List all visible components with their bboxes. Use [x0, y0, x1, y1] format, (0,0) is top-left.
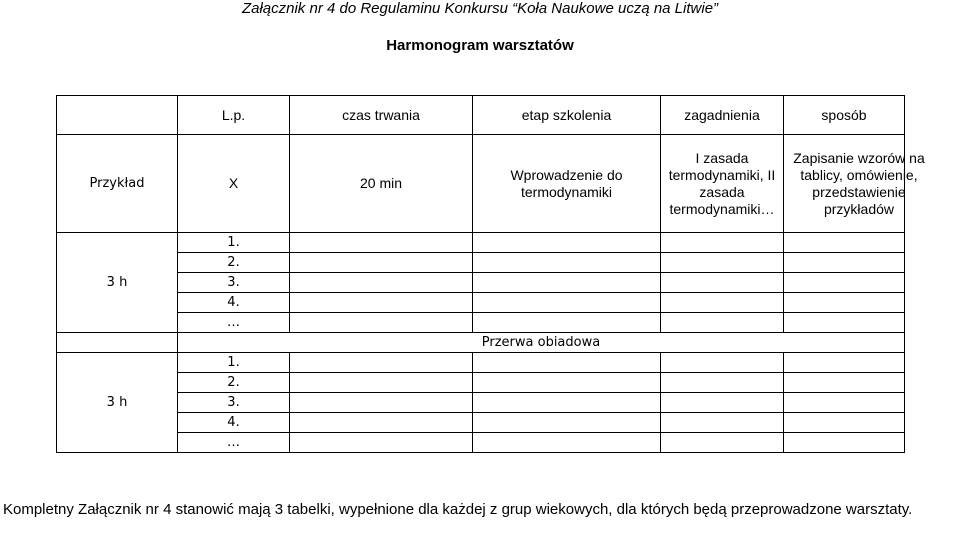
table-row: [57, 413, 905, 433]
table-row: [57, 353, 905, 373]
col-header-lp: L.p.: [178, 96, 290, 135]
example-stage-text: Wprowadzenie do termodynamiki: [510, 166, 623, 200]
example-duration: 20 min: [290, 135, 473, 233]
col-header-duration: czas trwania: [290, 96, 473, 135]
example-label: Przykład: [57, 135, 178, 233]
footer-note: Kompletny Załącznik nr 4 stanowić mają 3 tabelki, wypełnione dla każdej z grup wiekowych, dla których będą przeprowadzone warsztaty.: [3, 501, 913, 518]
example-topics-text: I zasada termodynamiki, II zasada termodynamiki…: [668, 149, 776, 217]
example-topics: [661, 135, 784, 233]
example-row: [57, 135, 905, 233]
block2-row-number: 4.: [178, 413, 290, 433]
schedule-table: [56, 95, 925, 453]
block2-row-number: 2.: [178, 373, 290, 393]
block1-row-number: 2.: [178, 253, 290, 273]
example-method: [784, 135, 925, 233]
block2-duration-label: 3 h: [57, 353, 178, 453]
col-header-method: sposób: [784, 96, 905, 135]
lunch-break-label: Przerwa obiadowa: [178, 333, 905, 353]
block2-row-number: …: [178, 433, 290, 453]
example-stage: [473, 135, 661, 233]
table-row: [57, 253, 905, 273]
block1-duration-label: 3 h: [57, 233, 178, 333]
block1-row-number: 4.: [178, 293, 290, 313]
table-row: [57, 273, 905, 293]
table-row: [57, 233, 905, 253]
table-row: [57, 393, 905, 413]
block2-row-number: 1.: [178, 353, 290, 373]
table-row: [57, 313, 905, 333]
document-title: Harmonogram warsztatów: [386, 37, 574, 54]
break-row: [57, 333, 905, 353]
table-row: [57, 373, 905, 393]
block2-row-number: 3.: [178, 393, 290, 413]
block1-row-number: 3.: [178, 273, 290, 293]
block1-row-number: …: [178, 313, 290, 333]
example-method-text: Zapisanie wzorów na tablicy, omówienie, przedstawienie przykładów: [793, 149, 925, 217]
table-row: [57, 293, 905, 313]
header-row: [57, 96, 905, 135]
example-lp: X: [178, 135, 290, 233]
block1-row-number: 1.: [178, 233, 290, 253]
annex-note: Załącznik nr 4 do Regulaminu Konkursu “Koła Naukowe uczą na Litwie”: [241, 0, 719, 17]
col-header-stage: etap szkolenia: [473, 96, 661, 135]
header-empty-cell: [57, 96, 178, 135]
table-row: [57, 433, 905, 453]
col-header-topics: zagadnienia: [661, 96, 784, 135]
